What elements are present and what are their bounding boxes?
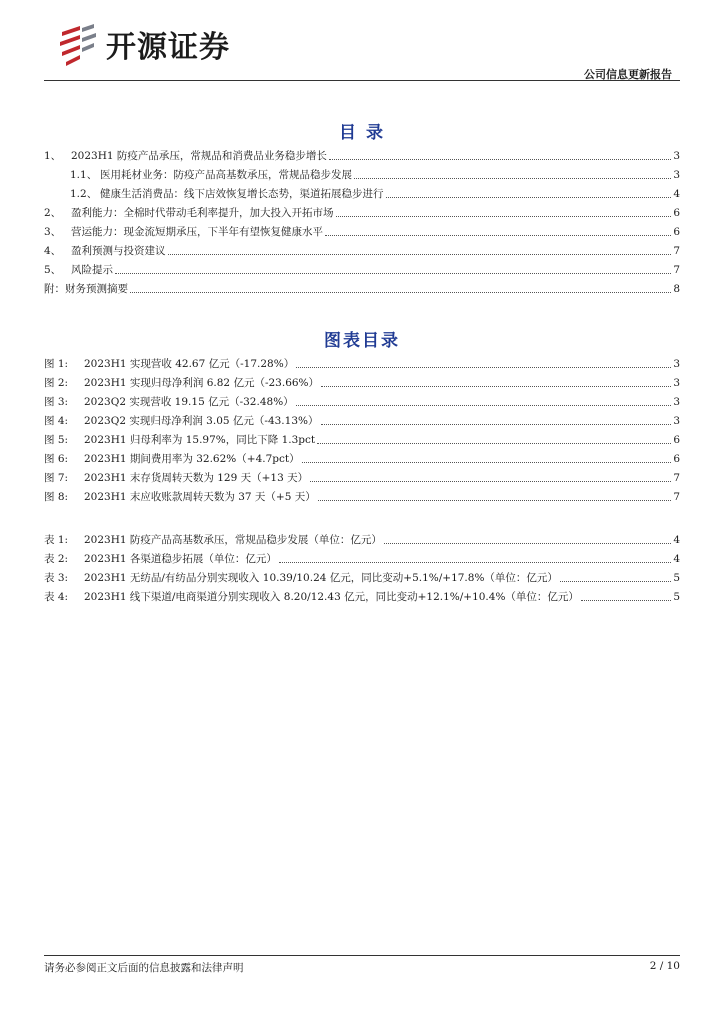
toc-item-number: 5、 — [44, 264, 62, 276]
chart-list-item[interactable] — [44, 371, 680, 390]
dot-leader — [329, 159, 671, 160]
toc-item-title: 盈利能力：全棉时代带动毛利率提升，加大投入开拓市场 — [71, 207, 334, 219]
dot-leader — [115, 273, 671, 274]
table-number: 表 1: — [44, 534, 69, 546]
toc-item-title: 附：财务预测摘要 — [44, 283, 128, 295]
dot-leader — [317, 443, 671, 444]
table-list-item[interactable] — [44, 547, 680, 566]
dot-leader — [296, 405, 672, 406]
chart-list — [44, 352, 680, 504]
dot-leader — [302, 462, 672, 463]
chart-list-item[interactable] — [44, 428, 680, 447]
header-divider — [44, 80, 680, 81]
toc-item-title: 营运能力：现金流短期承压，下半年有望恢复健康水平 — [71, 226, 323, 238]
toc-item-page: 7 — [673, 264, 680, 276]
chart-title: 2023H1 实现归母净利润 6.82 亿元（-23.66%） — [84, 377, 320, 389]
chart-page: 3 — [673, 415, 680, 427]
chart-title: 2023H1 归母利率为 15.97%，同比下降 1.3pct — [84, 434, 316, 446]
table-title: 2023H1 无纺品/有纺品分别实现收入 10.39/10.24 亿元，同比变动+5.1%/+17.8%（单位：亿元） — [84, 572, 558, 584]
chart-list-item[interactable] — [44, 409, 680, 428]
toc-item-page: 6 — [673, 226, 680, 238]
table-page: 5 — [673, 572, 680, 584]
toc-heading: 目 录 — [339, 123, 385, 143]
toc-item-page: 8 — [673, 283, 680, 295]
footer-divider — [44, 955, 680, 956]
toc-item[interactable] — [44, 239, 680, 258]
toc-item[interactable] — [44, 144, 680, 163]
toc-item[interactable] — [44, 277, 680, 296]
dot-leader — [279, 562, 671, 563]
dot-leader — [321, 424, 672, 425]
dot-leader — [310, 481, 671, 482]
chart-page: 3 — [673, 377, 680, 389]
chart-list-item[interactable] — [44, 447, 680, 466]
chart-page: 6 — [673, 453, 680, 465]
toc-item-page: 3 — [673, 150, 680, 162]
table-list-item[interactable] — [44, 528, 680, 547]
chart-number: 图 4: — [44, 415, 69, 427]
dot-leader — [325, 235, 671, 236]
report-type-label: 公司信息更新报告 — [584, 68, 672, 81]
table-page: 4 — [673, 534, 680, 546]
chart-list-item[interactable] — [44, 352, 680, 371]
dot-leader — [560, 581, 671, 582]
chart-title: 2023Q2 实现营收 19.15 亿元（-32.48%） — [84, 396, 294, 408]
chart-number: 图 1: — [44, 358, 69, 370]
chart-number: 图 3: — [44, 396, 69, 408]
brand-name: 开源证券 — [106, 30, 230, 65]
chart-page: 7 — [673, 491, 680, 503]
page-indicator: 2 / 10 — [649, 960, 680, 972]
table-page: 5 — [673, 591, 680, 603]
toc-item[interactable] — [44, 163, 680, 182]
chart-list-item[interactable] — [44, 390, 680, 409]
dot-leader — [386, 197, 672, 198]
brand-logo — [58, 22, 230, 66]
toc-item-page: 4 — [673, 188, 680, 200]
toc-item-number: 1.1、 — [70, 169, 98, 181]
toc-item-number: 1.2、 — [70, 188, 98, 200]
chart-number: 图 7: — [44, 472, 69, 484]
chart-page: 6 — [673, 434, 680, 446]
chart-list-item[interactable] — [44, 485, 680, 504]
dot-leader — [384, 543, 671, 544]
toc-item-title: 风险提示 — [71, 264, 113, 276]
toc-item[interactable] — [44, 258, 680, 277]
chart-number: 图 2: — [44, 377, 69, 389]
dot-leader — [318, 500, 672, 501]
toc-item-number: 2、 — [44, 207, 62, 219]
chart-title: 2023H1 末存货周转天数为 129 天（+13 天） — [84, 472, 309, 484]
chart-title: 2023Q2 实现归母净利润 3.05 亿元（-43.13%） — [84, 415, 319, 427]
footer-disclaimer: 请务必参阅正文后面的信息披露和法律声明 — [44, 962, 244, 974]
toc-item-number: 3、 — [44, 226, 62, 238]
kaiyuan-logo-icon — [58, 22, 98, 66]
table-list-item[interactable] — [44, 566, 680, 585]
toc-item-number: 1、 — [44, 150, 62, 162]
dot-leader — [296, 367, 671, 368]
toc-item-title: 医用耗材业务：防疫产品高基数承压，常规品稳步发展 — [100, 169, 352, 181]
chart-title: 2023H1 期间费用率为 32.62%（+4.7pct） — [84, 453, 300, 465]
toc-item-page: 6 — [673, 207, 680, 219]
table-number: 表 4: — [44, 591, 69, 603]
toc-item[interactable] — [44, 220, 680, 239]
toc-item-title: 2023H1 防疫产品承压，常规品和消费品业务稳步增长 — [71, 150, 327, 162]
chart-number: 图 8: — [44, 491, 69, 503]
dot-leader — [336, 216, 672, 217]
figures-heading: 图表目录 — [324, 331, 400, 351]
table-title: 2023H1 线下渠道/电商渠道分别实现收入 8.20/12.43 亿元，同比变动+12.1%/+10.4%（单位：亿元） — [84, 591, 579, 603]
toc-item-title: 健康生活消费品：线下店效恢复增长态势，渠道拓展稳步进行 — [100, 188, 384, 200]
dot-leader — [581, 600, 671, 601]
toc-item-page: 3 — [673, 169, 680, 181]
toc-item-title: 盈利预测与投资建议 — [71, 245, 166, 257]
toc-item-number: 4、 — [44, 245, 62, 257]
dot-leader — [354, 178, 671, 179]
chart-title: 2023H1 末应收账款周转天数为 37 天（+5 天） — [84, 491, 316, 503]
table-number: 表 2: — [44, 553, 69, 565]
dot-leader — [130, 292, 671, 293]
toc-item[interactable] — [44, 201, 680, 220]
chart-title: 2023H1 实现营收 42.67 亿元（-17.28%） — [84, 358, 295, 370]
chart-list-item[interactable] — [44, 466, 680, 485]
page-header — [44, 0, 680, 84]
dot-leader — [321, 386, 671, 387]
chart-page: 7 — [673, 472, 680, 484]
chart-number: 图 5: — [44, 434, 69, 446]
chart-page: 3 — [673, 358, 680, 370]
dot-leader — [168, 254, 672, 255]
table-page: 4 — [673, 553, 680, 565]
table-number: 表 3: — [44, 572, 69, 584]
chart-number: 图 6: — [44, 453, 69, 465]
toc-item-page: 7 — [673, 245, 680, 257]
table-list-item[interactable] — [44, 585, 680, 604]
table-title: 2023H1 防疫产品高基数承压，常规品稳步发展（单位：亿元） — [84, 534, 382, 546]
table-list — [44, 528, 680, 604]
chart-page: 3 — [673, 396, 680, 408]
table-title: 2023H1 各渠道稳步拓展（单位：亿元） — [84, 553, 277, 565]
toc-item[interactable] — [44, 182, 680, 201]
toc-list — [44, 144, 680, 296]
